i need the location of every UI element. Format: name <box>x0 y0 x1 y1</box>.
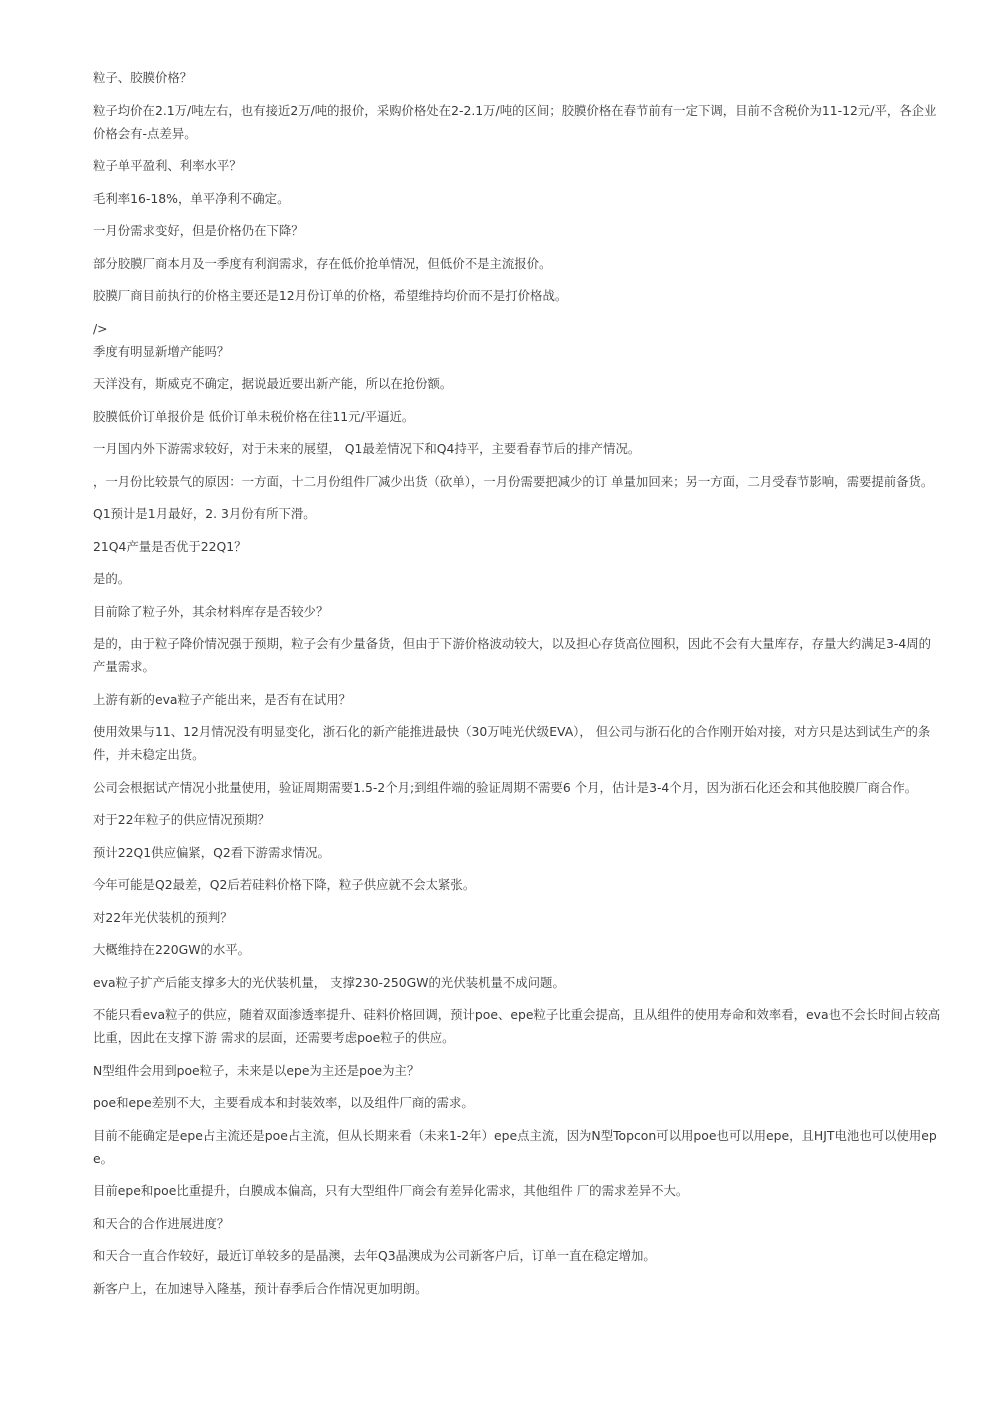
paragraph: 使用效果与11、12月情况没有明显变化，浙石化的新产能推进最快（30万吨光伏级EVA）， 但公司与浙石化的合作刚开始对接，对方只是达到试生产的条件，并未稳定出货。 <box>93 724 931 762</box>
paragraph: 对于22年粒子的供应情况预期？ <box>93 812 270 827</box>
paragraph: 目前epe和poe比重提升，白膜成本偏高，只有大型组件厂商会有差异化需求，其他组件 厂的需求差异不大。 <box>93 1183 689 1198</box>
paragraph: 大概维持在220GW的水平。 <box>93 942 251 957</box>
paragraph: 21Q4产量是否优于22Q1？ <box>93 538 247 554</box>
paragraph: 是的，由于粒子降价情况强于预期，粒子会有少量备货，但由于下游价格波动较大，以及担心存货高位囤积，因此不会有大量库存，存量大约满足3-4周的产量需求。 <box>93 636 932 674</box>
document-body <box>93 66 943 1309</box>
paragraph: 今年可能是Q2最差，Q2后若硅料价格下降，粒子供应就不会太紧张。 <box>93 877 476 892</box>
paragraph: 粒子、胶膜价格？ <box>93 70 193 85</box>
paragraph: 胶膜厂商目前执行的价格主要还是12月份订单的价格，希望维持均价而不是打价格战。 <box>93 288 568 303</box>
paragraph: 是的。 <box>93 571 131 586</box>
paragraph: 公司会根据试产情况小批量使用，验证周期需要1.5-2个月;到组件端的验证周期不需要6 个月，估计是3-4个月，因为浙石化还会和其他胶膜厂商合作。 <box>93 779 918 795</box>
paragraph: 粒子均价在2.1万/吨左右，也有接近2万/吨的报价，采购价格处在2-2.1万/吨的区间；胶膜价格在春节前有一定下调，目前不含税价为11-12元/平，各企业价格会有-点差异。 <box>93 102 937 141</box>
paragraph: 胶膜低价订单报价是 低价订单未税价格在往11元/平逼近。 <box>93 408 415 424</box>
paragraph: 上游有新的eva粒子产能出来，是否有在试用？ <box>93 691 351 707</box>
paragraph: eva粒子扩产后能支撑多大的光伏装机量， 支撑230-250GW的光伏装机量不成问题。 <box>93 974 565 990</box>
paragraph: 天洋没有，斯威克不确定，据说最近要出新产能，所以在抢份额。 <box>93 376 453 391</box>
paragraph: 预计22Q1供应偏紧，Q2看下游需求情况。 <box>93 844 330 860</box>
paragraph: 部分胶膜厂商本月及一季度有利润需求，存在低价抢单情况，但低价不是主流报价。 <box>93 255 552 271</box>
paragraph: 一月国内外下游需求较好，对于未来的展望， Q1最差情况下和Q4持平，主要看春节后的排产情况。 <box>93 441 641 456</box>
paragraph: 一月份需求变好，但是价格仍在下降？ <box>93 223 304 238</box>
paragraph: ，一月份比较景气的原因：一方面，十二月份组件厂减少出货（砍单），一月份需要把减少的订 单量加回来；另一方面，二月受春节影响，需要提前备货。 <box>93 473 934 489</box>
paragraph: N型组件会用到poe粒子，未来是以epe为主还是poe为主？ <box>93 1062 420 1078</box>
paragraph: 和天合的合作进展进度？ <box>93 1215 230 1231</box>
paragraph: 不能只看eva粒子的供应，随着双面渗透率提升、硅料价格回调，预计poe、epe粒子比重会提高，且从组件的使用寿命和效率看，eva也不会长时间占较高比重，因此在支撑下游 需求的层面，还需要考虑poe粒子的供应。 <box>93 1007 941 1045</box>
paragraph-fragment: /> <box>93 320 108 336</box>
paragraph: 毛利率16-18%，单平净利不确定。 <box>93 190 290 206</box>
paragraph: 对22年光伏装机的预判？ <box>93 909 233 925</box>
paragraph: 目前除了粒子外，其余材料库存是否较少？ <box>93 603 329 619</box>
paragraph: 和天合一直合作较好，最近订单较多的是晶澳，去年Q3晶澳成为公司新客户后，订单一直在稳定增加。 <box>93 1248 656 1263</box>
paragraph: 季度有明显新增产能吗？ <box>93 343 230 359</box>
paragraph: Q1预计是1月最好，2. 3月份有所下滑。 <box>93 506 316 521</box>
paragraph: poe和epe差别不大，主要看成本和封装效率，以及组件厂商的需求。 <box>93 1095 474 1110</box>
paragraph: 目前不能确定是epe占主流还是poe占主流，但从长期来看（未来1-2年）epe点主流，因为N型Topcon可以用poe也可以用epe，且HJT电池也可以使用epe。 <box>93 1127 937 1166</box>
paragraph: 新客户上，在加速导入隆基，预计春季后合作情况更加明朗。 <box>93 1280 428 1296</box>
paragraph: 粒子单平盈利、利率水平？ <box>93 158 242 173</box>
